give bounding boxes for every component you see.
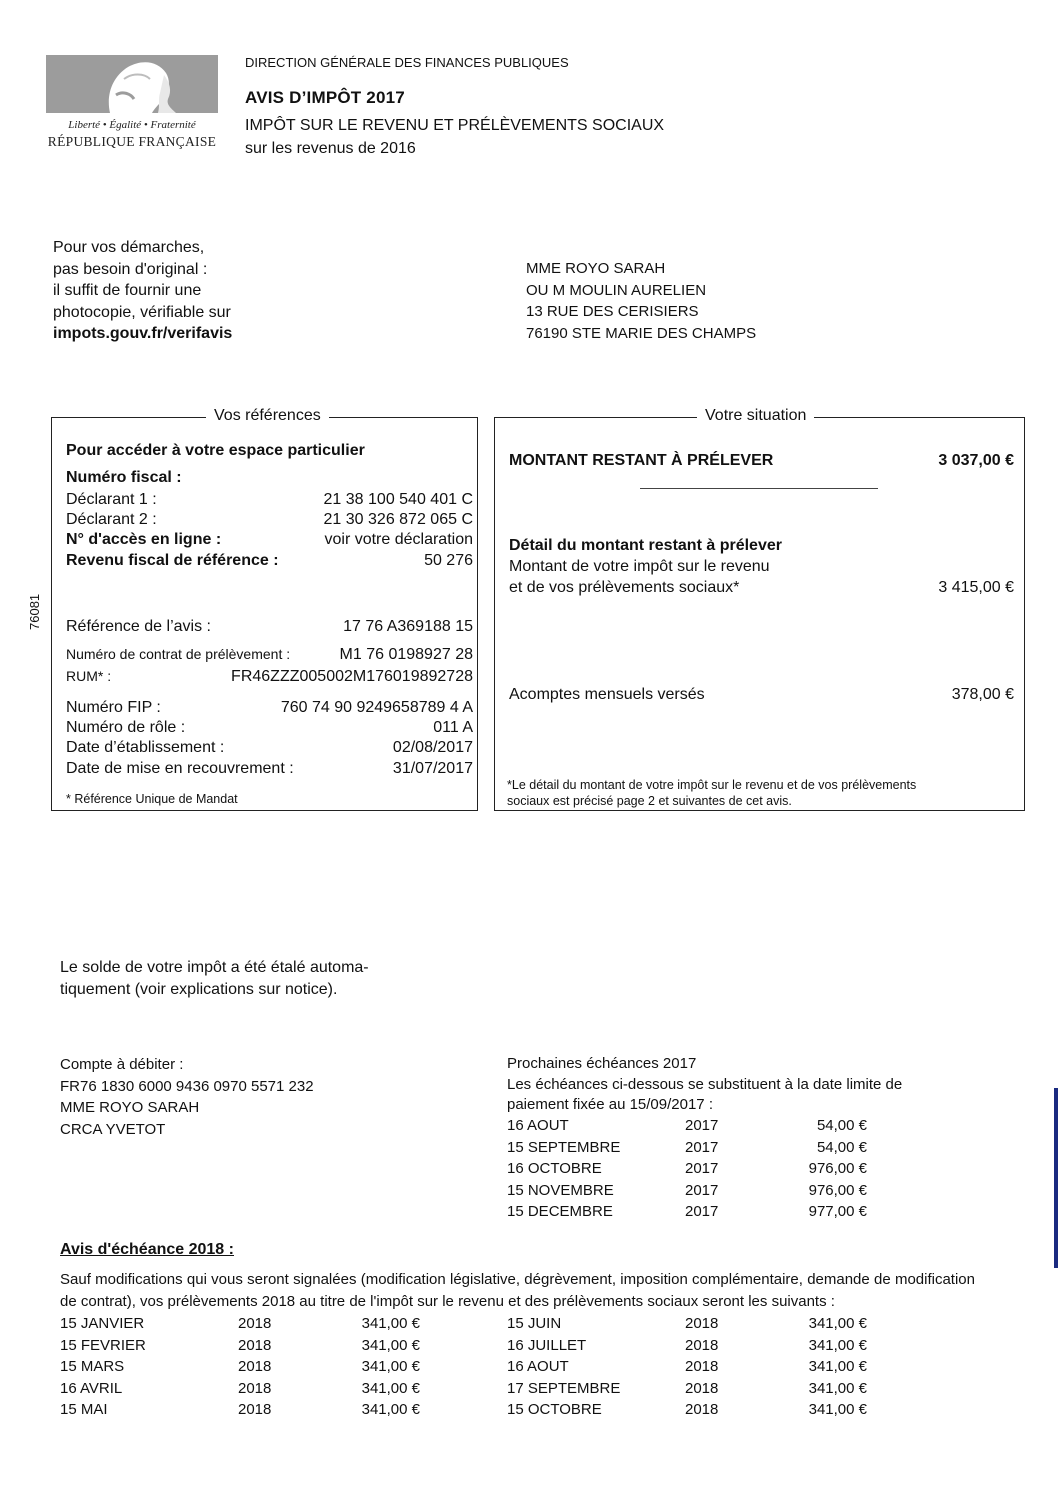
schedule-row xyxy=(507,1139,867,1160)
marianne-emblem xyxy=(46,55,218,113)
logo-motto: Liberté • Égalité • Fraternité xyxy=(68,119,196,131)
remaining-amount-value: 3 037,00 € xyxy=(938,452,1014,469)
schedule-year: 2018 xyxy=(238,1358,272,1375)
document-subtitle: IMPÔT SUR LE REVENU ET PRÉLÈVEMENTS SOCIAUX xyxy=(245,117,665,134)
direction-label: DIRECTION GÉNÉRALE DES FINANCES PUBLIQUES xyxy=(245,55,569,70)
tax-amount-line1-row xyxy=(509,558,1020,576)
schedule-amount: 341,00 € xyxy=(808,1336,867,1354)
schedule-2018-text: Sauf modifications qui vous seront signalées (modification législative, dégrèvement, imposition complémentaire, demande de modification de contrat), vos prélèvements 2018 au titre de l'impôt sur le revenu et des prélèvements sociaux seront les suivants : xyxy=(60,1271,975,1310)
schedule-year: 2018 xyxy=(685,1379,719,1397)
fip-label: Numéro FIP : xyxy=(66,699,161,716)
fip-value: 760 74 90 9249658789 4 A xyxy=(280,699,473,716)
schedule-year: 2018 xyxy=(685,1358,719,1375)
rum-row xyxy=(66,668,473,686)
address-line: 13 RUE DES CERISIERS xyxy=(526,303,699,320)
edge-marker xyxy=(1054,1088,1058,1268)
schedule-amount: 341,00 € xyxy=(361,1336,420,1354)
schedule-date: 15 NOVEMBRE xyxy=(507,1181,614,1199)
monthly-payments-label: Acomptes mensuels versés xyxy=(509,686,705,703)
notice-line: il suffit de fournir une xyxy=(53,282,202,299)
references-box xyxy=(51,407,478,811)
ref-avis-label: Référence de l’avis : xyxy=(66,618,211,635)
situation-footnote-line: sociaux est précisé page 2 et suivantes de cet avis. xyxy=(507,794,792,808)
debit-account-title: Compte à débiter : xyxy=(60,1056,184,1073)
schedule-year: 2017 xyxy=(685,1203,719,1220)
detail-title-row xyxy=(509,537,1020,555)
ref-avis-value: 17 76 A369188 15 xyxy=(343,618,473,635)
role-row xyxy=(66,719,473,737)
declarant2-row xyxy=(66,511,473,529)
debit-account-iban: FR76 1830 6000 9436 0970 5571 232 xyxy=(60,1077,314,1095)
online-access-value: voir votre déclaration xyxy=(324,531,473,548)
monthly-payments-value: 378,00 € xyxy=(951,686,1014,703)
schedule-date: 16 OCTOBRE xyxy=(507,1160,602,1177)
rfr-value: 50 276 xyxy=(424,552,473,569)
balance-line: Le solde de votre impôt a été étalé automa- xyxy=(60,959,369,976)
notice-line: pas besoin d'original : xyxy=(53,260,208,278)
schedule-row xyxy=(507,1160,867,1181)
schedule-row xyxy=(60,1337,420,1358)
schedule-amount: 341,00 € xyxy=(808,1401,867,1418)
schedule-amount: 341,00 € xyxy=(361,1315,420,1332)
address-line: MME ROYO SARAH xyxy=(526,260,666,277)
schedule-date: 15 MAI xyxy=(60,1401,108,1418)
debit-account-holder: MME ROYO SARAH xyxy=(60,1099,200,1116)
schedule-row xyxy=(507,1182,867,1203)
document-subtitle-2: sur les revenus de 2016 xyxy=(245,140,416,157)
schedule-amount: 54,00 € xyxy=(816,1117,867,1134)
schedule-row xyxy=(507,1337,867,1358)
debit-account-bank: CRCA YVETOT xyxy=(60,1120,166,1138)
detail-title: Détail du montant restant à prélever xyxy=(509,537,782,554)
schedule-row xyxy=(507,1315,867,1336)
schedule-amount: 341,00 € xyxy=(361,1401,420,1418)
schedule-year: 2018 xyxy=(238,1401,272,1418)
balance-line: tiquement (voir explications sur notice). xyxy=(60,980,338,998)
notice-line: photocopie, vérifiable sur xyxy=(53,303,231,321)
declarant2-value: 21 30 326 872 065 C xyxy=(323,511,473,528)
situation-legend: Votre situation xyxy=(697,407,814,425)
document-title: AVIS D’IMPÔT 2017 xyxy=(245,88,405,107)
recovery-date-row xyxy=(66,760,473,778)
declarant1-value: 21 38 100 540 401 C xyxy=(323,491,473,508)
schedule-date: 15 SEPTEMBRE xyxy=(507,1138,621,1156)
declarant1-label: Déclarant 1 : xyxy=(66,491,157,508)
schedule-year: 2017 xyxy=(685,1160,719,1177)
establishment-date-label: Date d’établissement : xyxy=(66,739,225,756)
verification-link[interactable]: impots.gouv.fr/verifavis xyxy=(53,325,233,342)
schedule-amount: 341,00 € xyxy=(808,1315,867,1332)
schedule-2018-title: Avis d'échéance 2018 : xyxy=(60,1241,234,1258)
schedule-amount: 341,00 € xyxy=(808,1358,867,1375)
schedule-year: 2017 xyxy=(685,1138,719,1156)
notice-line: Pour vos démarches, xyxy=(53,239,205,256)
online-access-label: N° d'accès en ligne : xyxy=(66,531,222,548)
remaining-amount-row xyxy=(509,452,1014,470)
schedule-amount: 341,00 € xyxy=(361,1358,420,1375)
establishment-date-row xyxy=(66,739,473,757)
declarant2-label: Déclarant 2 : xyxy=(66,511,157,528)
upcoming-note-line: Les échéances ci-dessous se substituent à la date limite de xyxy=(507,1075,903,1093)
contract-label: Numéro de contrat de prélèvement : xyxy=(66,646,291,662)
schedule-amount: 976,00 € xyxy=(808,1160,867,1177)
divider xyxy=(640,488,878,489)
tax-amount-line2: et de vos prélèvements sociaux* xyxy=(509,579,740,596)
schedule-row xyxy=(60,1315,420,1336)
fip-row xyxy=(66,699,473,717)
access-title: Pour accéder à votre espace particulier xyxy=(66,442,365,459)
schedule-year: 2018 xyxy=(238,1379,272,1397)
recovery-date-label: Date de mise en recouvrement : xyxy=(66,760,294,777)
schedule-year: 2017 xyxy=(685,1181,719,1199)
situation-box xyxy=(494,407,1025,811)
recipient-address xyxy=(526,258,756,344)
rum-value: FR46ZZZ005002M176019892728 xyxy=(231,668,473,685)
schedule-year: 2018 xyxy=(238,1336,272,1354)
schedule-row xyxy=(60,1401,420,1422)
schedule-amount: 976,00 € xyxy=(808,1181,867,1199)
references-footnote-row xyxy=(66,792,473,806)
access-title-row xyxy=(66,442,473,460)
online-access-row xyxy=(66,531,473,549)
schedule-year: 2018 xyxy=(685,1336,719,1354)
schedule-row xyxy=(507,1203,867,1224)
rum-label: RUM* : xyxy=(66,668,112,684)
schedule-year: 2018 xyxy=(685,1315,719,1332)
address-line: 76190 STE MARIE DES CHAMPS xyxy=(526,324,757,342)
schedule-row xyxy=(507,1380,867,1401)
balance-statement xyxy=(60,957,410,1000)
ref-avis-row xyxy=(66,618,473,636)
monthly-payments-row xyxy=(509,686,1014,704)
schedule-amount: 54,00 € xyxy=(816,1138,867,1156)
remaining-amount-label: MONTANT RESTANT À PRÉLEVER xyxy=(509,452,774,469)
upcoming-note-line: paiement fixée au 15/09/2017 : xyxy=(507,1096,713,1113)
schedule-row xyxy=(60,1380,420,1401)
recovery-date-value: 31/07/2017 xyxy=(392,760,473,777)
upcoming-title: Prochaines échéances 2017 xyxy=(507,1055,697,1072)
schedule-date: 16 AVRIL xyxy=(60,1379,123,1397)
schedule-date: 15 MARS xyxy=(60,1358,125,1375)
side-code: 76081 xyxy=(27,593,42,630)
tax-amount-row xyxy=(509,579,1014,597)
role-value: 011 A xyxy=(433,719,473,736)
verification-notice xyxy=(53,237,263,345)
rfr-row xyxy=(66,552,473,570)
fiscal-number-row xyxy=(66,469,473,487)
schedule-year: 2017 xyxy=(685,1117,719,1134)
schedule-date: 16 AOUT xyxy=(507,1117,569,1134)
schedule-year: 2018 xyxy=(685,1401,719,1418)
schedule-date: 15 FEVRIER xyxy=(60,1336,146,1354)
rfr-label: Revenu fiscal de référence : xyxy=(66,552,279,569)
schedule-amount: 977,00 € xyxy=(808,1203,867,1220)
schedule-row xyxy=(60,1358,420,1379)
schedule-date: 15 JANVIER xyxy=(60,1315,145,1332)
upcoming-payments xyxy=(507,1054,937,1116)
schedule-row xyxy=(507,1117,867,1138)
schedule-date: 16 AOUT xyxy=(507,1358,569,1375)
schedule-year: 2018 xyxy=(238,1315,272,1332)
schedule-date: 17 SEPTEMBRE xyxy=(507,1379,621,1397)
contract-value: M1 76 0198927 28 xyxy=(339,646,473,663)
tax-amount-value: 3 415,00 € xyxy=(938,579,1014,596)
situation-footnote xyxy=(507,777,916,809)
schedule-date: 15 OCTOBRE xyxy=(507,1401,602,1418)
schedule-date: 16 JUILLET xyxy=(507,1336,587,1354)
schedule-amount: 341,00 € xyxy=(808,1379,867,1397)
schedule-row xyxy=(507,1401,867,1422)
schedule-amount: 341,00 € xyxy=(361,1379,420,1397)
references-footnote: * Référence Unique de Mandat xyxy=(66,792,238,806)
marianne-icon xyxy=(46,55,218,113)
logo-republic: RÉPUBLIQUE FRANÇAISE xyxy=(47,134,217,149)
republique-francaise-logo xyxy=(46,55,218,155)
contract-row xyxy=(66,646,473,664)
tax-amount-line1: Montant de votre impôt sur le revenu xyxy=(509,558,770,575)
schedule-row xyxy=(507,1358,867,1379)
role-label: Numéro de rôle : xyxy=(66,719,186,736)
schedule-date: 15 DECEMBRE xyxy=(507,1203,613,1220)
address-line: OU M MOULIN AURELIEN xyxy=(526,281,707,299)
references-legend: Vos références xyxy=(206,407,329,425)
fiscal-number-label: Numéro fiscal : xyxy=(66,469,182,486)
establishment-date-value: 02/08/2017 xyxy=(392,739,473,756)
schedule-date: 15 JUIN xyxy=(507,1315,562,1332)
declarant1-row xyxy=(66,491,473,509)
situation-footnote-line: *Le détail du montant de votre impôt sur le revenu et de vos prélèvements xyxy=(507,778,917,792)
debit-account xyxy=(60,1054,314,1140)
